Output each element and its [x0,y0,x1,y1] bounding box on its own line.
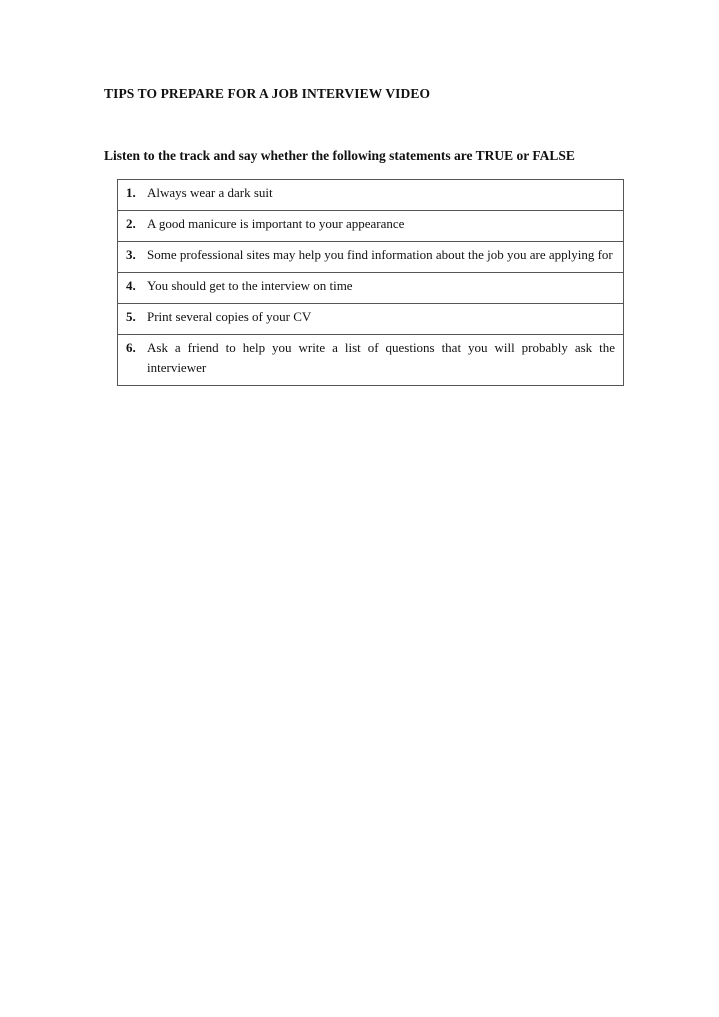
statement-number: 5. [126,309,136,324]
statement-row [118,304,624,335]
statement-number: 4. [126,278,136,293]
statement-cell [118,273,624,304]
statement-number: 1. [126,185,136,200]
statement-cell [118,211,624,242]
statement-number: 6. [126,340,136,355]
statement-text: Ask a friend to help you write a list of questions that you will probably ask the interviewer [147,340,615,375]
statement-cell [118,304,624,335]
statement-cell [118,335,624,386]
statements-table [117,179,624,386]
statement-number: 3. [126,247,136,262]
instructions-text: Listen to the track and say whether the following statements are TRUE or FALSE [104,148,575,163]
statement-text: Always wear a dark suit [147,185,273,200]
statement-text: You should get to the interview on time [147,278,353,293]
statement-number: 2. [126,216,136,231]
statement-text: Print several copies of your CV [147,309,312,324]
statement-row [118,335,624,386]
statement-row [118,242,624,273]
statement-row [118,211,624,242]
statement-text: Some professional sites may help you find information about the job you are applying for [147,247,613,262]
statement-row [118,273,624,304]
page-title: TIPS TO PREPARE FOR A JOB INTERVIEW VIDEO [104,86,431,101]
statement-text: A good manicure is important to your appearance [147,216,405,231]
statement-cell [118,242,624,273]
statement-row [118,180,624,211]
statement-cell [118,180,624,211]
